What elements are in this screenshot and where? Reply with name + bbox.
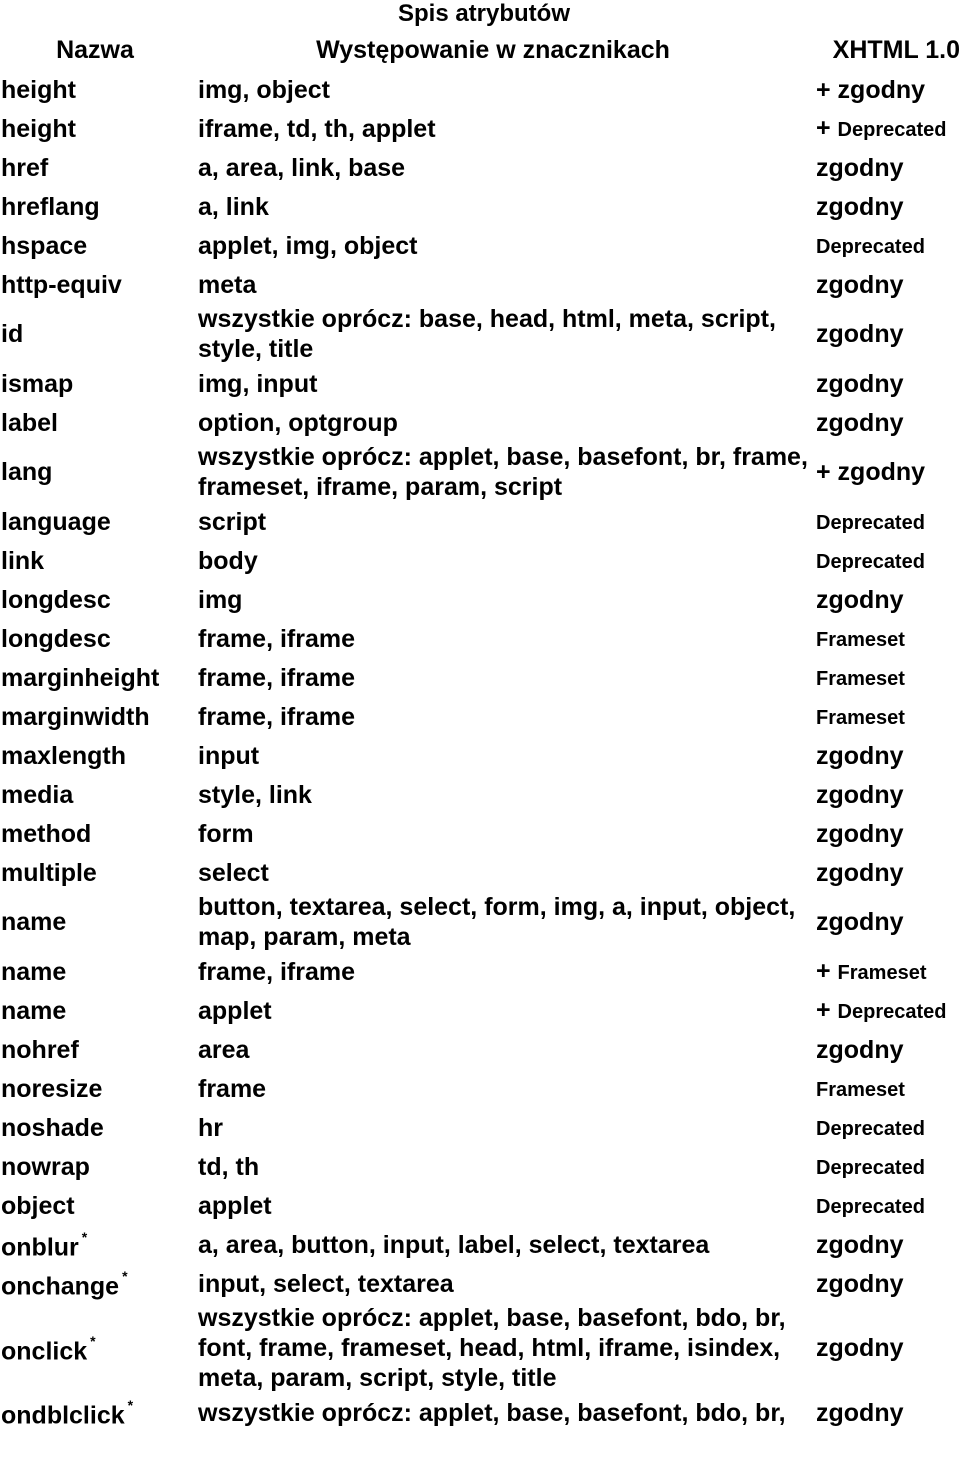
attribute-tags: script (198, 507, 267, 536)
attribute-name (0, 775, 198, 814)
attribute-name-text: height (1, 114, 76, 143)
table-row (0, 541, 960, 580)
status-label: zgodny (816, 320, 904, 348)
xhtml-status (816, 403, 960, 442)
attribute-name (0, 991, 198, 1030)
xhtml-status (816, 1108, 960, 1147)
xhtml-status (816, 109, 960, 148)
attribute-name-text: maxlength (1, 741, 127, 770)
attribute-name-text: name (1, 996, 67, 1025)
xhtml-status (816, 697, 960, 736)
attribute-name-text: name (1, 957, 67, 986)
attribute-tags: area (198, 1035, 250, 1064)
table-row (0, 1030, 960, 1069)
attribute-tags: hr (198, 1113, 223, 1142)
attribute-tags: applet, img, object (198, 231, 418, 260)
attribute-name-text: longdesc (1, 624, 111, 653)
xhtml-status (816, 658, 960, 697)
table-row (0, 619, 960, 658)
attribute-name (0, 1186, 198, 1225)
status-label: zgodny (816, 819, 904, 848)
attribute-tags: wszystkie oprócz: applet, base, basefont, bdo, br, font, frame, frameset, head, html, iframe, isindex, meta, param, script, style, title (198, 1304, 786, 1392)
status-label: Deprecated (816, 1117, 925, 1140)
status-label: zgodny (816, 1398, 904, 1427)
attribute-name-text: ismap (1, 369, 74, 398)
xhtml-status (816, 1147, 960, 1186)
attribute-tags: body (198, 546, 258, 575)
attribute-tags: frame, iframe (198, 957, 356, 986)
status-label: Deprecated (816, 235, 925, 258)
attribute-name (0, 1030, 198, 1069)
attribute-name-text: media (1, 780, 74, 809)
attribute-name (0, 70, 198, 109)
attribute-name-text: lang (1, 458, 53, 486)
status-label: zgodny (816, 270, 904, 299)
header-name: Nazwa (56, 36, 134, 64)
status-label: zgodny (816, 192, 904, 221)
attribute-name-text: onclick (1, 1337, 88, 1366)
attribute-name (0, 814, 198, 853)
header-xhtml: XHTML 1.0 (832, 36, 960, 64)
attribute-name-text: height (1, 75, 76, 104)
attribute-tags: wszystkie oprócz: applet, base, basefont, br, frame, frameset, iframe, param, script (198, 443, 808, 501)
xhtml-status (816, 70, 960, 109)
attribute-name-text: id (1, 320, 24, 348)
attribute-name (0, 1303, 198, 1393)
attribute-name-text: noshade (1, 1113, 104, 1142)
attribute-name (0, 541, 198, 580)
status-label: Deprecated (816, 1156, 925, 1179)
table-row (0, 148, 960, 187)
attribute-name (0, 1108, 198, 1147)
xhtml-status (816, 1393, 960, 1432)
status-label: + zgodny (816, 75, 926, 104)
attribute-tags: option, optgroup (198, 408, 398, 437)
table-row (0, 853, 960, 892)
status-label: Frameset (816, 667, 905, 690)
attribute-name-text: marginheight (1, 663, 160, 692)
attribute-name-text: longdesc (1, 585, 111, 614)
attribute-tags: button, textarea, select, form, img, a, input, object, map, param, meta (198, 893, 796, 951)
attribute-name (0, 109, 198, 148)
table-row (0, 892, 960, 952)
attribute-tags: style, link (198, 780, 312, 809)
table-row (0, 580, 960, 619)
table-row (0, 1069, 960, 1108)
attribute-name (0, 1147, 198, 1186)
table-row (0, 658, 960, 697)
status-label: Deprecated (837, 118, 947, 141)
xhtml-status (816, 442, 960, 502)
attribute-tags: frame, iframe (198, 663, 356, 692)
attribute-tags: iframe, td, th, applet (198, 114, 436, 143)
attribute-name (0, 1264, 198, 1303)
status-label: zgodny (816, 1269, 904, 1298)
table-row (0, 1303, 960, 1393)
xhtml-status (816, 1030, 960, 1069)
attribute-name-text: onchange (1, 1272, 120, 1301)
attribute-name (0, 502, 198, 541)
table-row (0, 952, 960, 991)
attribute-tags: frame (198, 1074, 267, 1103)
xhtml-status (816, 502, 960, 541)
attribute-tags: input (198, 741, 260, 770)
status-label: Deprecated (837, 1000, 947, 1023)
xhtml-status (816, 814, 960, 853)
attribute-name (0, 403, 198, 442)
status-label: zgodny (816, 908, 904, 936)
xhtml-status (816, 736, 960, 775)
attribute-name-text: hspace (1, 231, 88, 260)
xhtml-status (816, 304, 960, 364)
status-label: Frameset (816, 628, 905, 651)
attribute-tags: select (198, 858, 269, 887)
status-label: zgodny (816, 1035, 904, 1064)
table-row (0, 403, 960, 442)
attribute-name-text: method (1, 819, 92, 848)
attribute-name (0, 619, 198, 658)
table-row (0, 1393, 960, 1432)
attribute-name (0, 1393, 198, 1432)
attribute-name (0, 697, 198, 736)
status-label: Deprecated (816, 1195, 925, 1218)
attribute-tags: td, th (198, 1152, 260, 1181)
table-row (0, 697, 960, 736)
xhtml-status (816, 619, 960, 658)
attribute-tags: wszystkie oprócz: base, head, html, meta, script, style, title (198, 305, 776, 363)
xhtml-status (816, 265, 960, 304)
xhtml-status (816, 580, 960, 619)
attribute-name (0, 364, 198, 403)
attribute-name-text: nowrap (1, 1152, 90, 1181)
attributes-table-body (0, 70, 960, 1432)
xhtml-status (816, 991, 960, 1030)
xhtml-status (816, 541, 960, 580)
table-row (0, 1147, 960, 1186)
attribute-name (0, 853, 198, 892)
status-label: Frameset (816, 706, 905, 729)
table-row (0, 991, 960, 1030)
plus-marker: + (816, 995, 838, 1024)
attribute-tags: wszystkie oprócz: applet, base, basefont, bdo, br, (198, 1398, 786, 1427)
footnote-mark: * (122, 1268, 128, 1285)
xhtml-status (816, 952, 960, 991)
attribute-name-text: hreflang (1, 192, 100, 221)
attribute-name (0, 148, 198, 187)
table-row (0, 364, 960, 403)
status-label: zgodny (816, 585, 904, 614)
table-header (0, 31, 960, 70)
attribute-name-text: http-equiv (1, 270, 122, 299)
attribute-tags: img (198, 585, 243, 614)
xhtml-status (816, 1186, 960, 1225)
table-row (0, 442, 960, 502)
table-row (0, 109, 960, 148)
xhtml-status (816, 853, 960, 892)
attribute-name-text: link (1, 546, 45, 575)
attribute-name (0, 265, 198, 304)
attribute-name (0, 658, 198, 697)
attribute-name-text: object (1, 1191, 75, 1220)
table-row (0, 502, 960, 541)
attribute-tags: frame, iframe (198, 624, 356, 653)
attribute-name (0, 187, 198, 226)
status-label: Frameset (816, 1078, 905, 1101)
table-row (0, 265, 960, 304)
table-row (0, 1225, 960, 1264)
table-row (0, 775, 960, 814)
attribute-name (0, 580, 198, 619)
status-label: Deprecated (816, 511, 925, 534)
table-row (0, 304, 960, 364)
attributes-table (0, 70, 960, 1432)
status-label: zgodny (816, 369, 904, 398)
table-row (0, 1186, 960, 1225)
xhtml-status (816, 775, 960, 814)
xhtml-status (816, 1069, 960, 1108)
attribute-tags: img, object (198, 75, 330, 104)
attribute-name-text: noresize (1, 1074, 103, 1103)
attribute-name (0, 304, 198, 364)
attribute-tags: a, area, button, input, label, select, textarea (198, 1230, 710, 1259)
status-label: + zgodny (816, 458, 926, 486)
xhtml-status (816, 148, 960, 187)
table-row (0, 187, 960, 226)
attribute-tags: a, link (198, 192, 269, 221)
attribute-name-text: href (1, 153, 49, 182)
attribute-name-text: marginwidth (1, 702, 150, 731)
table-row (0, 814, 960, 853)
footnote-mark: * (127, 1397, 134, 1414)
plus-marker: + (816, 956, 838, 985)
attribute-tags: frame, iframe (198, 702, 356, 731)
footnote-mark: * (81, 1229, 88, 1246)
status-label: Frameset (837, 961, 927, 984)
table-row (0, 1108, 960, 1147)
plus-marker: + (816, 113, 838, 142)
attribute-name-text: nohref (1, 1035, 79, 1064)
xhtml-status (816, 226, 960, 265)
attribute-tags: applet (198, 1191, 272, 1220)
attribute-tags: applet (198, 996, 272, 1025)
attribute-name (0, 226, 198, 265)
table-row (0, 70, 960, 109)
attribute-name (0, 1225, 198, 1264)
footnote-mark: * (90, 1332, 96, 1349)
attribute-name (0, 1069, 198, 1108)
attribute-name-text: language (1, 507, 111, 536)
attribute-tags: form (198, 819, 254, 848)
status-label: zgodny (816, 780, 904, 809)
attribute-name (0, 736, 198, 775)
status-label: zgodny (816, 408, 904, 437)
xhtml-status (816, 892, 960, 952)
status-label: Deprecated (816, 550, 925, 573)
header-tags: Występowanie w znacznikach (316, 36, 670, 64)
xhtml-status (816, 1264, 960, 1303)
status-label: zgodny (816, 858, 904, 887)
attribute-name (0, 892, 198, 952)
xhtml-status (816, 187, 960, 226)
status-label: zgodny (816, 1230, 904, 1259)
attribute-tags: input, select, textarea (198, 1269, 454, 1298)
attribute-name-text: multiple (1, 858, 97, 887)
attribute-name (0, 952, 198, 991)
attribute-tags: meta (198, 270, 257, 299)
attribute-name-text: label (1, 408, 58, 437)
attribute-name (0, 442, 198, 502)
status-label: zgodny (816, 741, 904, 770)
status-label: zgodny (816, 153, 904, 182)
xhtml-status (816, 1225, 960, 1264)
table-row (0, 736, 960, 775)
table-row (0, 1264, 960, 1303)
status-label: zgodny (816, 1334, 904, 1362)
attribute-name-text: ondblclick (1, 1401, 125, 1430)
page-title: Spis atrybutów (397, 0, 571, 27)
attribute-tags: img, input (198, 369, 318, 398)
xhtml-status (816, 364, 960, 403)
attribute-tags: a, area, link, base (198, 153, 406, 182)
attribute-name-text: onblur (1, 1233, 79, 1262)
xhtml-status (816, 1303, 960, 1393)
attribute-name-text: name (1, 908, 67, 936)
table-row (0, 226, 960, 265)
